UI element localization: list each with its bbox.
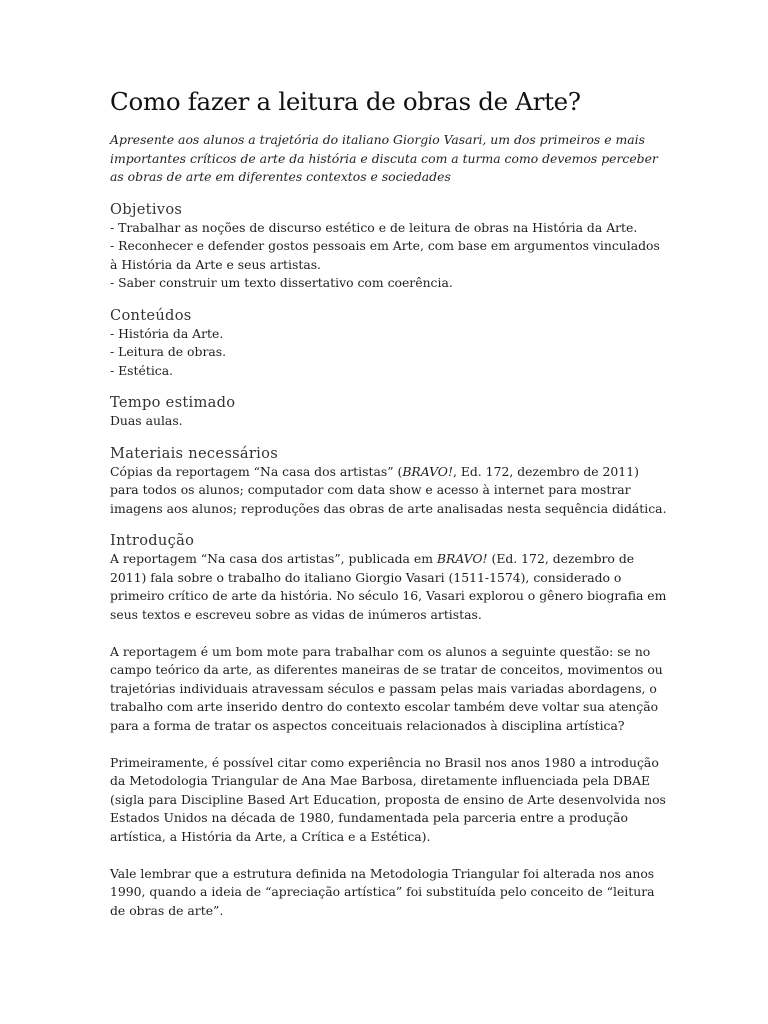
section-introducao bbox=[110, 532, 670, 920]
materiais-heading: Materiais necessários bbox=[110, 444, 279, 462]
materiais-magazine-title: BRAVO! bbox=[402, 463, 453, 479]
introducao-p1-before: A reportagem “Na casa dos artistas”, publicada em bbox=[110, 551, 437, 566]
materiais-text-before: Cópias da reportagem “Na casa dos artistas” ( bbox=[110, 463, 403, 479]
introducao-paragraph-3: Primeiramente, é possível citar como experiência no Brasil nos anos 1980 a introdução da Metodologia Triangular de Ana Mae Barbosa, diretamente influenciada pela DBAE (sigla para Discipline Based Art Education, proposta de ensino de Arte desenvolvida nos Estados Unidos na década de 1980, fundamentada pela parceria entre a produção artística, a História da Arte, a Crítica e a Estética). bbox=[110, 754, 666, 844]
introducao-paragraph-4: Vale lembrar que a estrutura definida na Metodologia Triangular foi alterada nos anos 1990, quando a ideia de “apreciação artística” foi substituída pelo conceito de “leitura de obras de arte”. bbox=[110, 865, 655, 918]
introducao-heading: Introdução bbox=[110, 532, 195, 549]
objetivo-item: - Reconhecer e defender gostos pessoais em Arte, com base em argumentos vinculados à História da Arte e seus artistas. bbox=[110, 238, 660, 272]
introducao-magazine-title: BRAVO! bbox=[436, 551, 488, 566]
lead-paragraph: Apresente aos alunos a trajetória do italiano Giorgio Vasari, um dos primeiros e mais importantes críticos de arte da história e discuta com a turma como devemos perceber as obras de arte em diferentes contextos e sociedades bbox=[110, 132, 658, 184]
conteudo-item: - História da Arte. bbox=[110, 325, 224, 341]
objetivo-item: - Trabalhar as noções de discurso estético e de leitura de obras na História da Arte. bbox=[110, 219, 638, 235]
tempo-heading: Tempo estimado bbox=[110, 394, 236, 411]
conteudo-item: - Leitura de obras. bbox=[110, 344, 227, 359]
objetivo-item: - Saber construir um texto dissertativo com coerência. bbox=[110, 275, 453, 290]
conteudo-item: - Estética. bbox=[110, 362, 174, 378]
document-page bbox=[110, 86, 670, 939]
introducao-paragraph-2: A reportagem é um bom mote para trabalhar com os alunos a seguinte questão: se no campo teórico da arte, as diferentes maneiras de se tratar de conceitos, movimentos ou trajetórias individuais atravessam séculos e passam pelas mais variadas abordagens, o trabalho com arte inserido dentro do contexto escolar também deve voltar sua atenção para a forma de tratar os aspectos conceituais relacionados à disciplina artística? bbox=[110, 643, 663, 733]
materiais-text bbox=[110, 463, 670, 519]
section-materiais bbox=[110, 445, 670, 519]
section-conteudos bbox=[110, 307, 670, 381]
section-tempo-estimado bbox=[110, 394, 670, 431]
objetivos-heading: Objetivos bbox=[110, 200, 183, 218]
tempo-text: Duas aulas. bbox=[110, 413, 183, 428]
materiais-text-after: , Ed. 172, dezembro de 2011) para todos os alunos; computador com data show e acesso à internet para mostrar imagens aos alunos; reproduções das obras de arte analisadas nesta sequência didática. bbox=[110, 463, 667, 516]
section-objetivos bbox=[110, 201, 670, 293]
introducao-p1-after: (Ed. 172, dezembro de 2011) fala sobre o trabalho do italiano Giorgio Vasari (1511-1574), considerado o primeiro crítico de arte da história. No século 16, Vasari explorou o gênero biografia em seus textos e escreveu sobre as vidas de inúmeros artistas. bbox=[110, 551, 667, 622]
conteudos-heading: Conteúdos bbox=[110, 306, 192, 324]
page-title: Como fazer a leitura de obras de Arte? bbox=[110, 87, 581, 116]
introducao-paragraph-1 bbox=[110, 550, 670, 624]
